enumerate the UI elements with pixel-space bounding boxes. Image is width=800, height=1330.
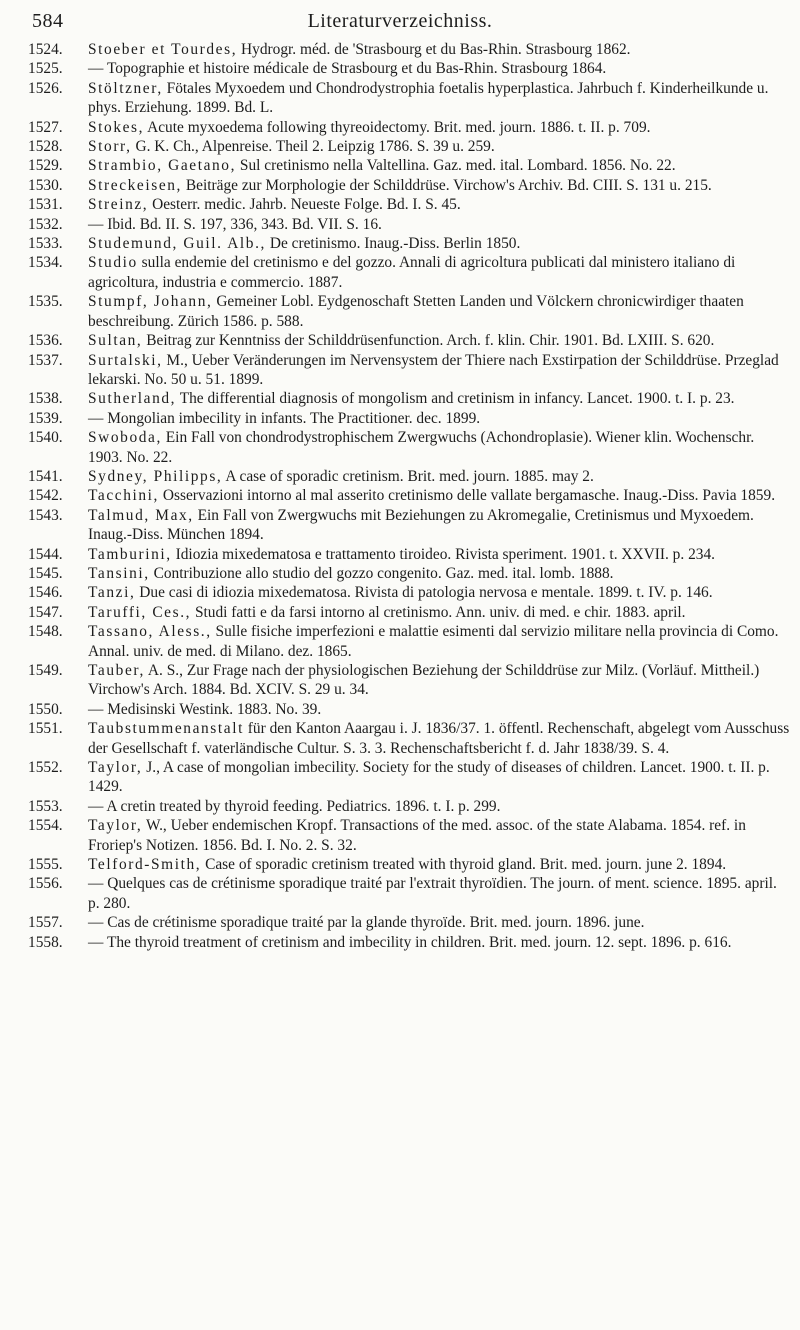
entry-author: Sutherland, — [88, 390, 177, 408]
entry-number: 1545. — [28, 564, 63, 582]
entry-text: sulla endemie del cretinismo e del gozzo. Annali di agricoltura publicati dal ministero italiano di agricoltura, industria e commercio. 1887. — [88, 254, 736, 291]
entry-text: Hydrogr. méd. de 'Strasbourg et du Bas-Rhin. Strasbourg 1862. — [237, 41, 631, 58]
bibliography-entry — [28, 719, 790, 758]
entry-number: 1544. — [28, 545, 63, 563]
entry-author: Tassano, Aless., — [88, 623, 212, 641]
bibliography-entry — [28, 467, 790, 486]
bibliography-entry — [28, 758, 790, 797]
entry-author: Stumpf, Johann, — [88, 293, 213, 311]
entry-author: Taylor, — [88, 759, 143, 777]
bibliography-entry — [28, 855, 790, 874]
entry-text: — Ibid. Bd. II. S. 197, 336, 343. Bd. VII. S. 16. — [88, 215, 382, 233]
entry-author: Stokes, — [88, 118, 145, 136]
entry-number: 1552. — [28, 759, 63, 777]
entry-number: 1541. — [28, 467, 63, 485]
bibliography-entry — [28, 564, 790, 583]
entry-number: 1556. — [28, 875, 63, 893]
entry-number: 1536. — [28, 332, 63, 350]
bibliography-entry — [28, 156, 790, 175]
entry-number: 1543. — [28, 506, 63, 524]
entry-number: 1551. — [28, 720, 63, 738]
entry-text: Oesterr. medic. Jahrb. Neueste Folge. Bd. I. S. 45. — [148, 196, 461, 214]
entry-text: — Topographie et histoire médicale de Strasbourg et du Bas-Rhin. Strasbourg 1864. — [88, 60, 607, 78]
entry-author: Stoeber et Tourdes, — [88, 41, 238, 58]
bibliography-entry — [28, 409, 790, 428]
entry-author: Strambio, Gaetano, — [88, 157, 237, 175]
entry-text: A. S., Zur Frage nach der physiologischen Beziehung der Schilddrüse zur Milz. (Vorläuf. Mittheil.) Virchow's Arch. 1884. Bd. XCIV. S. 29 u. 34. — [88, 662, 760, 699]
entry-number: 1542. — [28, 487, 63, 505]
entry-text: — Cas de crétinisme sporadique traité par la glande thyroïde. Brit. med. journ. 1896. june. — [88, 914, 645, 932]
entry-number: 1558. — [28, 933, 63, 951]
entry-number: 1530. — [28, 176, 63, 194]
bibliography-entry — [28, 506, 790, 545]
page-header — [30, 10, 770, 36]
entry-number: 1524. — [28, 41, 63, 58]
entry-text: — A cretin treated by thyroid feeding. Pediatrics. 1896. t. I. p. 299. — [88, 797, 501, 815]
bibliography-entry — [28, 933, 790, 952]
entry-text: Studi fatti e da farsi intorno al cretinismo. Ann. univ. di med. e chir. 1883. april. — [191, 603, 686, 621]
entry-text: M., Ueber Veränderungen im Nervensystem der Thiere nach Exstirpation der Schilddrüse. Przeglad lekarski. No. 50 u. 51. 1899. — [88, 351, 779, 388]
entry-author: Swoboda, — [88, 429, 162, 447]
entry-text: W., Ueber endemischen Kropf. Transactions of the med. assoc. of the state Alabama. 1854. ref. in Froriep's Notizen. 1856. Bd. I. No. 2. S. 32. — [88, 817, 746, 854]
entry-number: 1546. — [28, 584, 63, 602]
bibliography-entry — [28, 176, 790, 195]
entry-number: 1550. — [28, 700, 63, 718]
entry-number: 1534. — [28, 254, 63, 272]
entry-number: 1526. — [28, 79, 63, 97]
entry-author: Surtalski, — [88, 351, 163, 369]
bibliography-entry — [28, 234, 790, 253]
entry-text: — The thyroid treatment of cretinism and imbecility in children. Brit. med. journ. 12. sept. 1896. p. 616. — [88, 933, 732, 951]
bibliography-entry — [28, 622, 790, 661]
entry-text: Beiträge zur Morphologie der Schilddrüse. Virchow's Archiv. Bd. CIII. S. 131 u. 215. — [182, 176, 712, 194]
bibliography-entry — [28, 351, 790, 390]
entry-text: für den Kanton Aaargau i. J. 1836/37. 1. öffentl. Rechenschaft, abgelegt vom Ausschuss der Gesellschaft f. vaterländische Cultur. S. 3. 3. Rechenschaftsbericht f. d. Jahr 1838/39. S. 4. — [88, 720, 790, 757]
bibliography-entry — [28, 661, 790, 700]
entry-number: 1557. — [28, 914, 63, 932]
entry-number: 1554. — [28, 817, 63, 835]
bibliography-entry — [28, 913, 790, 932]
entry-text: Sul cretinismo nella Valtellina. Gaz. med. ital. Lombard. 1856. No. 22. — [236, 157, 676, 175]
entry-text: Due casi di idiozia mixedematosa. Rivista di patologia nervosa e mentale. 1899. t. IV. p. 146. — [135, 584, 713, 602]
entry-text: J., A case of mongolian imbecility. Society for the study of diseases of children. Lancet. 1900. t. II. p. 1429. — [88, 759, 770, 796]
entry-author: Sydney, Philipps, — [88, 467, 223, 485]
entry-text: Osservazioni intorno al mal asserito cretinismo delle vallate bergamasche. Inaug.-Diss. Pavia 1859. — [159, 487, 776, 505]
entry-author: Streckeisen, — [88, 176, 182, 194]
entry-number: 1555. — [28, 856, 63, 874]
bibliography-entry — [28, 700, 790, 719]
bibliography-entry — [28, 583, 790, 602]
bibliography-entry — [28, 137, 790, 156]
bibliography-entry — [28, 816, 790, 855]
entry-text: Acute myxoedema following thyreoidectomy. Brit. med. journ. 1886. t. II. p. 709. — [144, 118, 651, 136]
entry-author: Tauber, — [88, 662, 145, 679]
entry-author: Stöltzner, — [88, 79, 163, 97]
entry-text: Idiozia mixedematosa e trattamento tiroideo. Rivista speriment. 1901. t. XXVII. p. 234. — [171, 545, 715, 563]
bibliography-entry — [28, 428, 790, 467]
entry-text: Beitrag zur Kenntniss der Schilddrüsenfunction. Arch. f. klin. Chir. 1901. Bd. LXIII. S. 620. — [142, 332, 715, 350]
entry-number: 1528. — [28, 138, 63, 156]
entry-author: Taubstummenanstalt — [88, 720, 244, 738]
bibliography-entry — [28, 195, 790, 214]
entry-number: 1538. — [28, 390, 63, 408]
bibliography-entry — [28, 486, 790, 505]
entry-number: 1553. — [28, 797, 63, 815]
entry-number: 1547. — [28, 603, 63, 621]
entry-author: Storr, — [88, 138, 132, 156]
entry-text: G. K. Ch., Alpenreise. Theil 2. Leipzig 1786. S. 39 u. 259. — [131, 138, 495, 156]
entry-number: 1539. — [28, 409, 63, 427]
entry-text: De cretinismo. Inaug.-Diss. Berlin 1850. — [266, 235, 521, 253]
entry-text: The differential diagnosis of mongolism and cretinism in infancy. Lancet. 1900. t. I. p. 23. — [176, 390, 735, 408]
entry-text: — Quelques cas de crétinisme sporadique traité par l'extrait thyroïdien. The journ. of ment. science. 1895. april. p. 280. — [88, 875, 777, 912]
bibliography-entry — [28, 59, 790, 78]
entry-author: Tansini, — [88, 564, 150, 582]
entry-text: Contribuzione allo studio del gozzo congenito. Gaz. med. ital. lomb. 1888. — [149, 564, 614, 582]
running-title: Literaturverzeichniss. — [307, 10, 493, 32]
entry-number: 1533. — [28, 235, 63, 253]
page-number: 584 — [32, 10, 64, 32]
entry-number: 1531. — [28, 196, 63, 214]
bibliography-entry — [28, 797, 790, 816]
entry-author: Telford-Smith, — [88, 856, 202, 874]
entry-text: Ein Fall von Zwergwuchs mit Beziehungen zu Akromegalie, Cretinismus und Myxoedem. Inaug.-Diss. München 1894. — [88, 506, 754, 544]
bibliography-entry — [28, 215, 790, 234]
entry-number: 1549. — [28, 662, 63, 679]
entry-author: Tacchini, — [88, 487, 160, 505]
entry-number: 1535. — [28, 293, 63, 311]
bibliography-entry — [28, 545, 790, 564]
bibliography-entry — [28, 292, 790, 331]
bibliography-entry — [28, 331, 790, 350]
entry-text: Fötales Myxoedem und Chondrodystrophia foetalis hyperplastica. Jahrbuch f. Kinderheilkunde u. phys. Erziehung. 1899. Bd. L. — [88, 79, 769, 117]
bibliography-entry — [28, 40, 790, 59]
entry-number: 1525. — [28, 60, 63, 78]
entry-text: — Medisinski Westink. 1883. No. 39. — [88, 700, 322, 718]
bibliography-entry — [28, 603, 790, 622]
entry-author: Streinz, — [88, 196, 149, 214]
entry-number: 1537. — [28, 351, 63, 369]
bibliography-entry — [28, 874, 790, 913]
entry-text: — Mongolian imbecility in infants. The Practitioner. dec. 1899. — [88, 409, 481, 427]
entry-text: Case of sporadic cretinism treated with thyroid gland. Brit. med. journ. june 2. 1894. — [201, 856, 727, 874]
entry-text: Gemeiner Lobl. Eydgenoschaft Stetten Landen und Völckern chronicwirdiger thaaten beschreibung. Zürich 1586. p. 588. — [88, 293, 744, 330]
entry-number: 1529. — [28, 157, 63, 175]
entry-number: 1527. — [28, 118, 63, 136]
entry-text: A case of sporadic cretinism. Brit. med. journ. 1885. may 2. — [222, 467, 594, 485]
entry-author: Taylor, — [88, 817, 143, 835]
bibliography-entry — [28, 118, 790, 137]
entry-author: Tanzi, — [88, 584, 136, 602]
entry-number: 1540. — [28, 429, 63, 447]
entry-author: Tamburini, — [88, 545, 172, 563]
bibliography-entry — [28, 253, 790, 292]
entry-author: Sultan, — [88, 332, 143, 350]
entry-number: 1532. — [28, 215, 63, 233]
entry-text: Ein Fall von chondrodystrophischem Zwergwuchs (Achondroplasie). Wiener klin. Wochenschr. 1903. No. 22. — [88, 429, 755, 466]
entry-number: 1548. — [28, 623, 63, 641]
entry-author: Taruffi, Ces., — [88, 603, 192, 621]
bibliography-list — [28, 40, 790, 952]
bibliography-entry — [28, 389, 790, 408]
entry-author: Studemund, Guil. Alb., — [88, 235, 266, 253]
entry-author: Studio — [88, 254, 138, 272]
entry-text: Sulle fisiche imperfezioni e malattie esimenti dal servizio militare nella provincia di Como. Annal. univ. de med. di Milano. dez. 1865. — [88, 623, 779, 660]
entry-author: Talmud, Max, — [88, 506, 194, 524]
bibliography-entry — [28, 79, 790, 118]
